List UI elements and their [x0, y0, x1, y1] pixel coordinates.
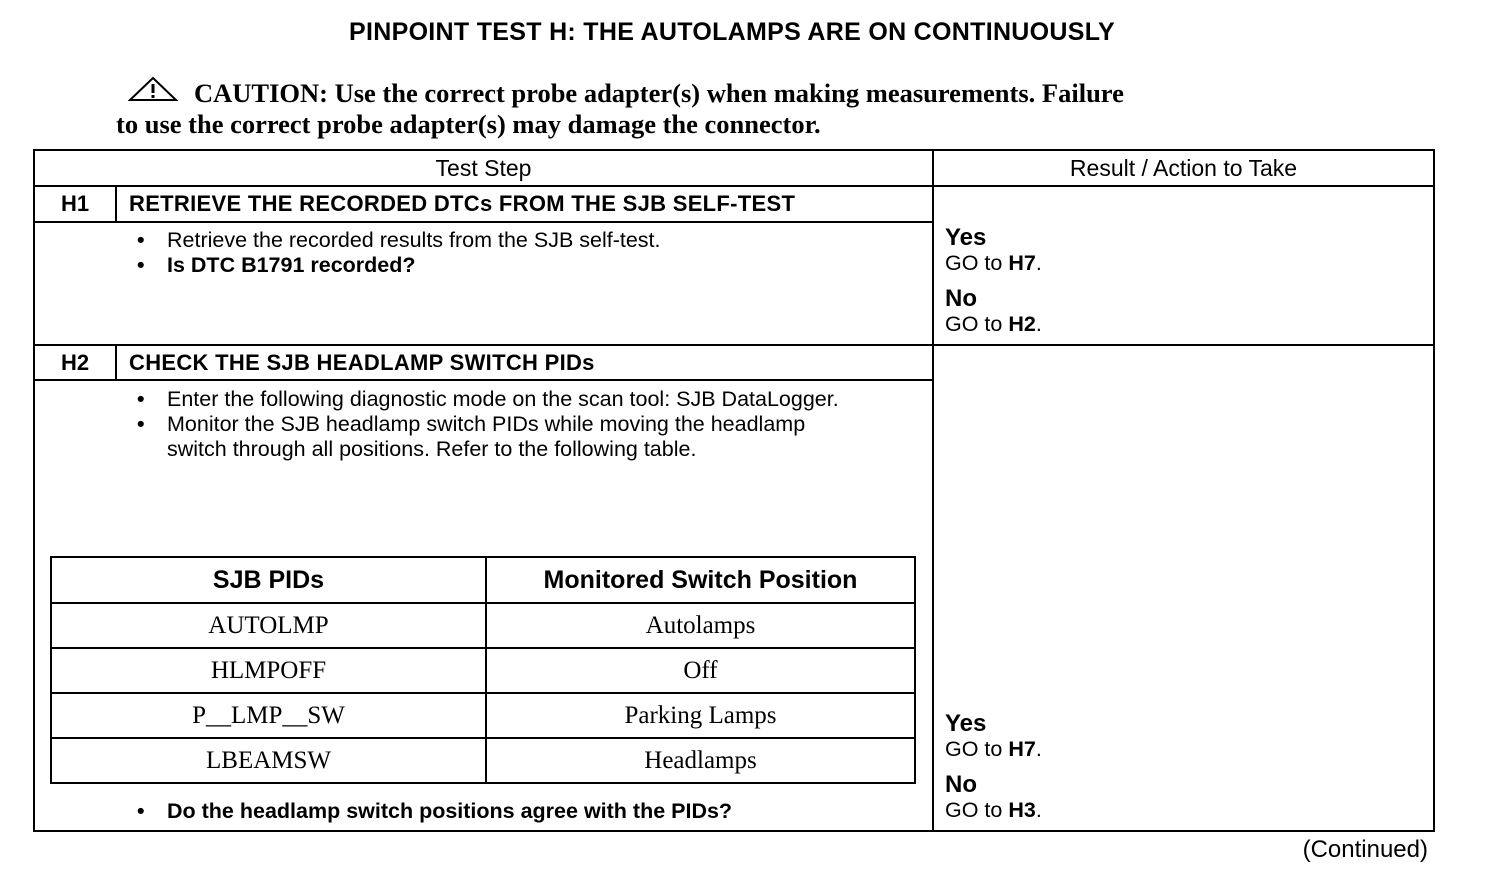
table-row	[51, 738, 915, 783]
go-to-target-h2: H2	[1008, 312, 1036, 336]
pid-cell: AUTOLMP	[51, 603, 486, 648]
step-title-h2: CHECK THE SJB HEADLAMP SWITCH PIDs	[129, 350, 595, 375]
column-header-result: Result / Action to Take	[1069, 155, 1298, 181]
list-item: • Monitor the SJB headlamp switch PIDs while moving the headlamp switch through all positions. Refer to the following table.	[127, 412, 847, 462]
go-to-text: GO to	[945, 251, 1009, 275]
list-item: • Retrieve the recorded results from the SJB self-test.	[127, 228, 907, 253]
caution-line-1: CAUTION: Use the correct probe adapter(s) when making measurements. Failure	[194, 78, 1124, 108]
switch-position-cell: Parking Lamps	[486, 693, 915, 738]
step-h2-results: Yes GO to H7. No GO to H3.	[945, 710, 1042, 822]
no-label: No	[945, 771, 977, 798]
sjb-pid-table	[50, 556, 916, 784]
switch-position-cell: Headlamps	[486, 738, 915, 783]
switch-position-column-header: Monitored Switch Position	[486, 557, 915, 603]
no-label: No	[945, 285, 977, 312]
step-h1-bullets	[127, 228, 907, 278]
yes-label: Yes	[945, 224, 987, 251]
column-header-test-step: Test Step	[435, 155, 532, 181]
caution-notice	[116, 78, 1316, 140]
switch-position-cell: Autolamps	[486, 603, 915, 648]
pid-cell: LBEAMSW	[51, 738, 486, 783]
continued-note: (Continued)	[1302, 836, 1428, 863]
list-item: • Enter the following diagnostic mode on the scan tool: SJB DataLogger.	[127, 387, 847, 412]
table-row	[51, 693, 915, 738]
step-h1-results: Yes GO to H7. No GO to H2.	[945, 224, 1042, 336]
step-h2-bullets	[127, 387, 847, 462]
go-to-text: GO to	[945, 798, 1009, 822]
go-to-text: GO to	[945, 312, 1009, 336]
pid-cell: P__LMP__SW	[51, 693, 486, 738]
go-to-text: GO to	[945, 737, 1009, 761]
yes-label: Yes	[945, 710, 987, 737]
caution-line-2: to use the correct probe adapter(s) may damage the connector.	[116, 109, 821, 139]
go-to-target-h7: H7	[1008, 737, 1036, 761]
warning-triangle-icon	[128, 78, 194, 109]
go-to-target-h7: H7	[1008, 251, 1036, 275]
table-row	[51, 603, 915, 648]
table-row	[51, 648, 915, 693]
pid-cell: HLMPOFF	[51, 648, 486, 693]
step-id-h1: H1	[60, 191, 90, 216]
switch-position-cell: Off	[486, 648, 915, 693]
step-title-h1: RETRIEVE THE RECORDED DTCs FROM THE SJB SELF-TEST	[129, 191, 796, 216]
page-title: PINPOINT TEST H: THE AUTOLAMPS ARE ON CONTINUOUSLY	[349, 18, 1115, 46]
list-item: • Is DTC B1791 recorded?	[127, 253, 907, 278]
pinpoint-test-table	[33, 149, 1435, 832]
go-to-target-h3: H3	[1008, 798, 1036, 822]
list-item: • Do the headlamp switch positions agree with the PIDs?	[127, 799, 907, 824]
step-h2-question	[127, 799, 907, 824]
pid-column-header: SJB PIDs	[51, 557, 486, 603]
step-id-h2: H2	[60, 350, 90, 375]
